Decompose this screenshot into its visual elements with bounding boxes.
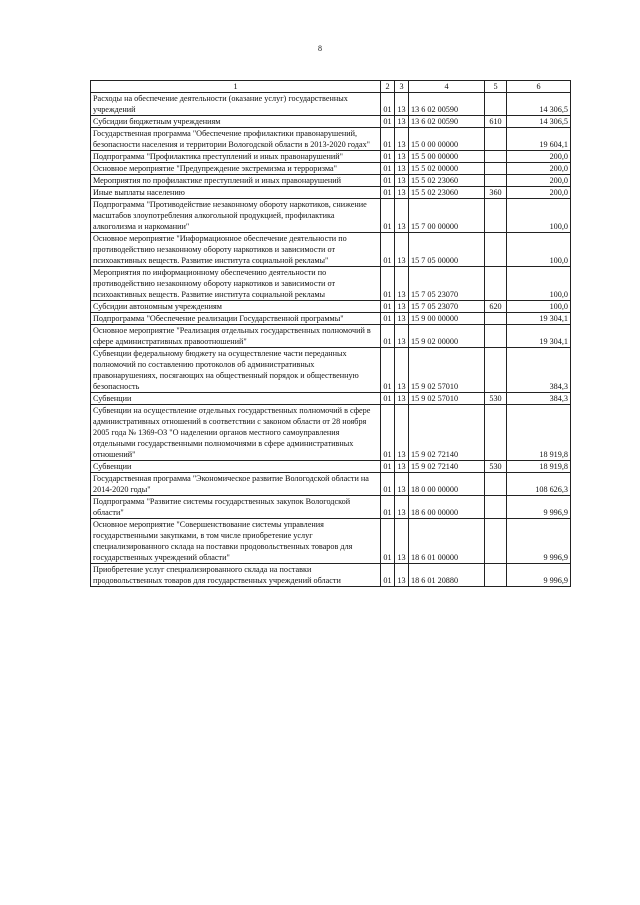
- row-expense-type-cell: [485, 233, 507, 267]
- table-row: [91, 93, 571, 116]
- row-amount-cell: 19 304,1: [507, 325, 571, 348]
- row-amount-cell: 108 626,3: [507, 473, 571, 496]
- row-amount-cell: 18 919,8: [507, 405, 571, 461]
- row-expense-type-cell: [485, 519, 507, 564]
- row-name-cell: Основное мероприятие "Реализация отдельных государственных полномочий в сфере административных правоотношений": [91, 325, 381, 348]
- table-row: [91, 187, 571, 199]
- row-subsection-cell: 13: [395, 496, 409, 519]
- row-target-article-cell: 13 6 02 00590: [409, 116, 485, 128]
- row-amount-cell: 100,0: [507, 233, 571, 267]
- row-name-cell: Приобретение услуг специализированного склада на поставки продовольственных товаров для государственных учреждений области: [91, 564, 381, 587]
- row-name-cell: Субвенции: [91, 393, 381, 405]
- row-subsection-cell: 13: [395, 473, 409, 496]
- row-section-cell: 01: [381, 116, 395, 128]
- row-name-cell: Подпрограмма "Развитие системы государственных закупок Вологодской области": [91, 496, 381, 519]
- row-amount-cell: 9 996,9: [507, 519, 571, 564]
- row-expense-type-cell: 620: [485, 301, 507, 313]
- row-expense-type-cell: [485, 175, 507, 187]
- table-row: [91, 325, 571, 348]
- row-subsection-cell: 13: [395, 93, 409, 116]
- row-subsection-cell: 13: [395, 163, 409, 175]
- row-expense-type-cell: 530: [485, 393, 507, 405]
- row-target-article-cell: 15 9 00 00000: [409, 313, 485, 325]
- row-section-cell: 01: [381, 519, 395, 564]
- row-name-cell: Субвенции федеральному бюджету на осуществление части переданных полномочий по составлению протоколов об административных правонарушениях, посягающих на общественный порядок и общественную безопасность: [91, 348, 381, 393]
- row-expense-type-cell: 610: [485, 116, 507, 128]
- row-subsection-cell: 13: [395, 233, 409, 267]
- row-expense-type-cell: [485, 267, 507, 301]
- row-expense-type-cell: [485, 313, 507, 325]
- row-target-article-cell: 15 7 05 23070: [409, 301, 485, 313]
- row-expense-type-cell: [485, 93, 507, 116]
- row-section-cell: 01: [381, 128, 395, 151]
- row-section-cell: 01: [381, 175, 395, 187]
- row-name-cell: Иные выплаты населению: [91, 187, 381, 199]
- row-section-cell: 01: [381, 301, 395, 313]
- row-amount-cell: 200,0: [507, 187, 571, 199]
- row-amount-cell: 19 604,1: [507, 128, 571, 151]
- row-amount-cell: 14 306,5: [507, 116, 571, 128]
- row-expense-type-cell: [485, 151, 507, 163]
- row-expense-type-cell: 530: [485, 461, 507, 473]
- row-target-article-cell: 15 0 00 00000: [409, 128, 485, 151]
- row-target-article-cell: 18 6 01 20880: [409, 564, 485, 587]
- table-row: [91, 473, 571, 496]
- header-col-2: 2: [381, 81, 395, 93]
- row-section-cell: 01: [381, 564, 395, 587]
- table-header-row: [91, 81, 571, 93]
- row-target-article-cell: 15 9 02 00000: [409, 325, 485, 348]
- row-amount-cell: 18 919,8: [507, 461, 571, 473]
- row-amount-cell: 100,0: [507, 267, 571, 301]
- row-target-article-cell: 15 5 00 00000: [409, 151, 485, 163]
- row-target-article-cell: 18 6 00 00000: [409, 496, 485, 519]
- row-target-article-cell: 15 9 02 57010: [409, 348, 485, 393]
- row-expense-type-cell: [485, 473, 507, 496]
- row-amount-cell: 19 304,1: [507, 313, 571, 325]
- table-row: [91, 267, 571, 301]
- table-row: [91, 175, 571, 187]
- row-section-cell: 01: [381, 93, 395, 116]
- header-col-3: 3: [395, 81, 409, 93]
- row-section-cell: 01: [381, 233, 395, 267]
- row-section-cell: 01: [381, 496, 395, 519]
- row-name-cell: Подпрограмма "Противодействие незаконному обороту наркотиков, снижение масштабов злоупотребления алкогольной продукцией, профилактика алкоголизма и наркомании": [91, 199, 381, 233]
- table-row: [91, 348, 571, 393]
- table-row: [91, 233, 571, 267]
- row-subsection-cell: 13: [395, 325, 409, 348]
- row-section-cell: 01: [381, 473, 395, 496]
- row-subsection-cell: 13: [395, 461, 409, 473]
- header-col-5: 5: [485, 81, 507, 93]
- row-amount-cell: 100,0: [507, 199, 571, 233]
- row-amount-cell: 9 996,9: [507, 564, 571, 587]
- table-row: [91, 461, 571, 473]
- row-subsection-cell: 13: [395, 348, 409, 393]
- row-name-cell: Мероприятия по информационному обеспечению деятельности по противодействию незаконному обороту наркотиков и зависимости от психоактивных веществ. Развитие института социальной рекламы: [91, 267, 381, 301]
- row-target-article-cell: 15 9 02 57010: [409, 393, 485, 405]
- row-name-cell: Субвенции: [91, 461, 381, 473]
- row-subsection-cell: 13: [395, 267, 409, 301]
- row-expense-type-cell: [485, 128, 507, 151]
- row-section-cell: 01: [381, 325, 395, 348]
- row-name-cell: Подпрограмма "Профилактика преступлений и иных правонарушений": [91, 151, 381, 163]
- row-subsection-cell: 13: [395, 393, 409, 405]
- row-subsection-cell: 13: [395, 405, 409, 461]
- table-row: [91, 199, 571, 233]
- table-row: [91, 116, 571, 128]
- row-amount-cell: 100,0: [507, 301, 571, 313]
- row-section-cell: 01: [381, 393, 395, 405]
- table-row: [91, 151, 571, 163]
- row-name-cell: Мероприятия по профилактике преступлений и иных правонарушений: [91, 175, 381, 187]
- row-amount-cell: 200,0: [507, 151, 571, 163]
- row-amount-cell: 200,0: [507, 175, 571, 187]
- row-subsection-cell: 13: [395, 187, 409, 199]
- row-name-cell: Субвенции на осуществление отдельных государственных полномочий в сфере административных отношений в соответствии с законом области от 28 ноября 2005 года № 1369-ОЗ "О наделении органов местного самоуправления отдельными государственными полномочиями в сфере административных отношений": [91, 405, 381, 461]
- row-expense-type-cell: [485, 564, 507, 587]
- row-section-cell: 01: [381, 348, 395, 393]
- row-section-cell: 01: [381, 187, 395, 199]
- row-subsection-cell: 13: [395, 301, 409, 313]
- row-subsection-cell: 13: [395, 564, 409, 587]
- row-target-article-cell: 18 6 01 00000: [409, 519, 485, 564]
- row-name-cell: Подпрограмма "Обеспечение реализации Государственной программы": [91, 313, 381, 325]
- header-col-1: 1: [91, 81, 381, 93]
- row-target-article-cell: 15 5 02 23060: [409, 187, 485, 199]
- row-target-article-cell: 15 9 02 72140: [409, 461, 485, 473]
- row-subsection-cell: 13: [395, 175, 409, 187]
- row-expense-type-cell: [485, 163, 507, 175]
- row-amount-cell: 9 996,9: [507, 496, 571, 519]
- row-subsection-cell: 13: [395, 199, 409, 233]
- row-target-article-cell: 18 0 00 00000: [409, 473, 485, 496]
- table-row: [91, 405, 571, 461]
- row-expense-type-cell: [485, 496, 507, 519]
- row-expense-type-cell: [485, 348, 507, 393]
- row-target-article-cell: 15 5 02 23060: [409, 175, 485, 187]
- row-section-cell: 01: [381, 151, 395, 163]
- row-target-article-cell: 15 7 00 00000: [409, 199, 485, 233]
- row-target-article-cell: 15 7 05 23070: [409, 267, 485, 301]
- budget-table: [90, 80, 571, 587]
- row-name-cell: Основное мероприятие "Информационное обеспечение деятельности по противодействию незаконному обороту наркотиков и зависимости от психоактивных веществ. Развитие института социальной рекламы": [91, 233, 381, 267]
- row-subsection-cell: 13: [395, 151, 409, 163]
- table-row: [91, 313, 571, 325]
- table-row: [91, 496, 571, 519]
- row-section-cell: 01: [381, 199, 395, 233]
- table-row: [91, 564, 571, 587]
- row-subsection-cell: 13: [395, 313, 409, 325]
- row-expense-type-cell: 360: [485, 187, 507, 199]
- row-section-cell: 01: [381, 461, 395, 473]
- row-expense-type-cell: [485, 325, 507, 348]
- row-name-cell: Государственная программа "Экономическое развитие Вологодской области на 2014-2020 годы": [91, 473, 381, 496]
- row-name-cell: Субсидии автономным учреждениям: [91, 301, 381, 313]
- table-row: [91, 519, 571, 564]
- row-amount-cell: 384,3: [507, 393, 571, 405]
- row-target-article-cell: 13 6 02 00590: [409, 93, 485, 116]
- row-expense-type-cell: [485, 405, 507, 461]
- page-number: 8: [318, 44, 322, 53]
- row-target-article-cell: 15 5 02 00000: [409, 163, 485, 175]
- row-subsection-cell: 13: [395, 116, 409, 128]
- row-amount-cell: 384,3: [507, 348, 571, 393]
- row-section-cell: 01: [381, 163, 395, 175]
- row-section-cell: 01: [381, 313, 395, 325]
- row-target-article-cell: 15 7 05 00000: [409, 233, 485, 267]
- row-amount-cell: 14 306,5: [507, 93, 571, 116]
- row-section-cell: 01: [381, 405, 395, 461]
- row-target-article-cell: 15 9 02 72140: [409, 405, 485, 461]
- table-row: [91, 163, 571, 175]
- row-subsection-cell: 13: [395, 128, 409, 151]
- row-section-cell: 01: [381, 267, 395, 301]
- table-row: [91, 393, 571, 405]
- row-expense-type-cell: [485, 199, 507, 233]
- row-name-cell: Основное мероприятие "Предупреждение экстремизма и терроризма": [91, 163, 381, 175]
- row-subsection-cell: 13: [395, 519, 409, 564]
- row-name-cell: Субсидии бюджетным учреждениям: [91, 116, 381, 128]
- table-row: [91, 128, 571, 151]
- row-amount-cell: 200,0: [507, 163, 571, 175]
- header-col-6: 6: [507, 81, 571, 93]
- row-name-cell: Расходы на обеспечение деятельности (оказание услуг) государственных учреждений: [91, 93, 381, 116]
- row-name-cell: Основное мероприятие "Совершенствование системы управления государственными закупками, в том числе приобретение услуг специализированного склада на поставки продовольственных товаров для государственных учреждений области": [91, 519, 381, 564]
- row-name-cell: Государственная программа "Обеспечение профилактики правонарушений, безопасности населения и территории Вологодской области в 2013-2020 годах": [91, 128, 381, 151]
- header-col-4: 4: [409, 81, 485, 93]
- table-row: [91, 301, 571, 313]
